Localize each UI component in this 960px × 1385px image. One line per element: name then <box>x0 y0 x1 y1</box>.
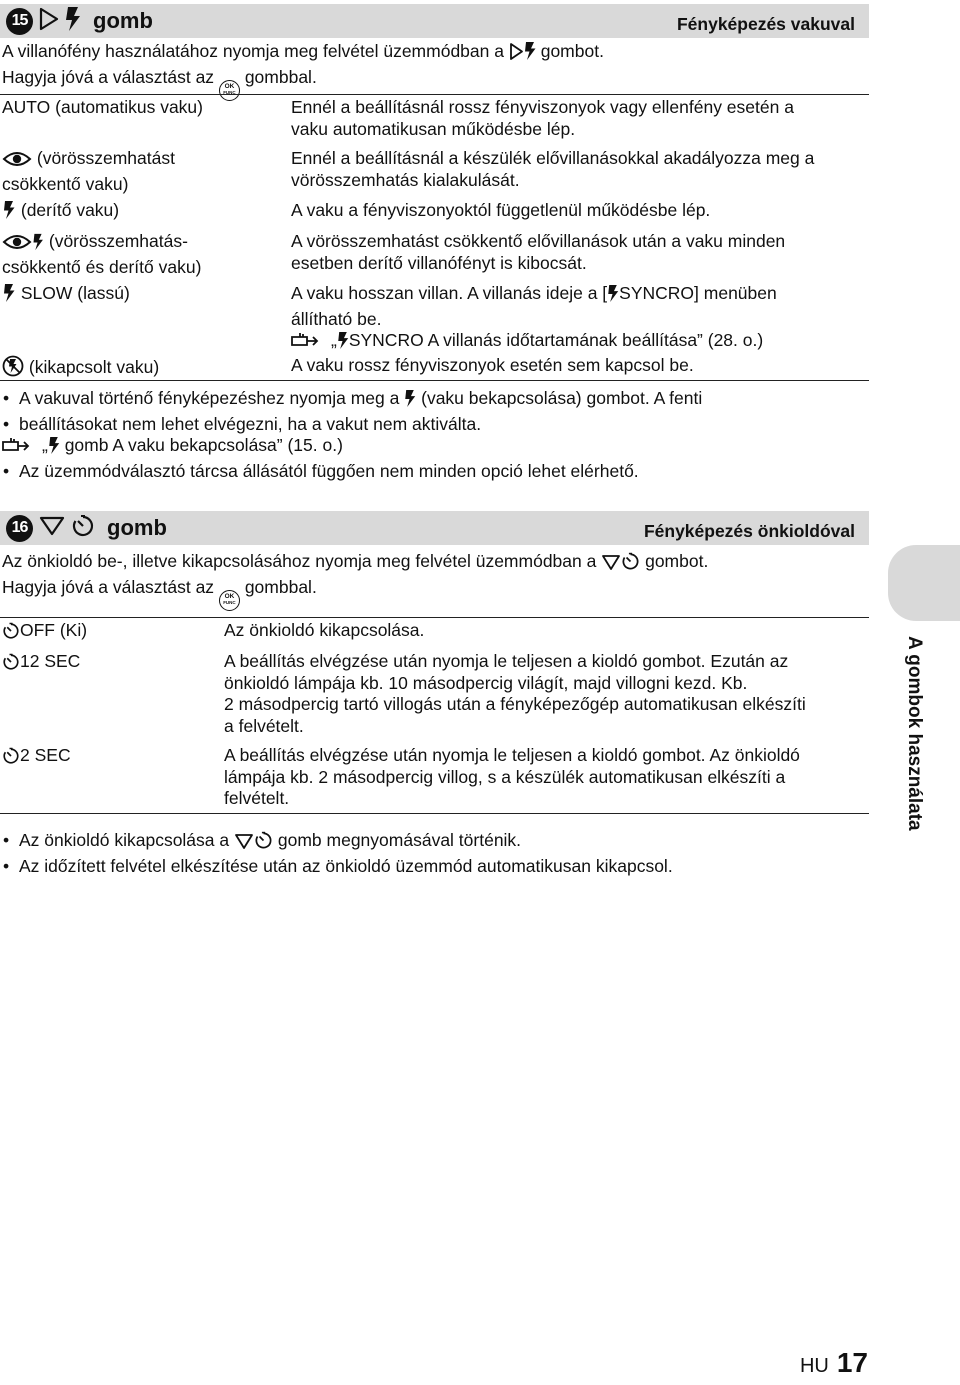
red-eye-icon <box>2 150 32 174</box>
red-eye-icon <box>2 233 32 257</box>
flash-icon <box>65 6 81 36</box>
timer-notes <box>2 830 868 877</box>
option-description: A beállítás elvégzése után nyomja le teljesen a kioldó gombot. Ezután az önkioldó lámpája kb. 10 másodpercig világít, majd villogni kezd. Kb. 2 másodpercig tartó villogás után a fényképezőgép automatikusan elkészíti a felvételt. <box>224 651 806 736</box>
reference-pointer-icon <box>291 332 319 356</box>
intro-text: gombbal. <box>244 66 317 87</box>
option-description: Ennél a beállításnál rossz fényviszonyok vagy ellenfény esetén a vaku automatikusan működésbe lép. <box>291 97 794 139</box>
intro-text: Az önkioldó be-, illetve kikapcsolásához nyomja meg felvétel üzemmódban a <box>2 551 597 571</box>
table-bottom-rule <box>0 380 869 381</box>
timer-intro <box>2 551 862 611</box>
section-number-badge: 15 <box>6 8 33 35</box>
option-label: (vörösszemhatás- csökkentő és derítő vaku) <box>2 231 202 277</box>
flash-icon <box>607 284 619 309</box>
section-title: gomb <box>93 8 153 34</box>
flash-notes <box>2 388 868 482</box>
option-label: (derítő vaku) <box>2 200 119 226</box>
intro-text: Hagyja jóvá a választást az <box>2 66 215 87</box>
intro-text: gombbal. <box>244 576 317 597</box>
table-top-rule <box>0 94 869 95</box>
option-label: 12 SEC <box>2 651 80 677</box>
self-timer-icon <box>2 622 20 646</box>
self-timer-icon <box>621 552 640 577</box>
option-description: Az önkioldó kikapcsolása. <box>224 620 425 640</box>
list-item: • Az önkioldó kikapcsolása a gomb megnyomásával történik. <box>2 830 868 856</box>
down-arrow-icon <box>39 515 65 541</box>
option-description: A vaku hosszan villan. A villanás ideje a [ SYNCRO] menüben állítható be. „ SYNCRO A villanás időtartamának beállítása” (28. o.) <box>291 283 867 356</box>
flash-icon <box>337 331 349 356</box>
right-arrow-icon <box>39 7 59 35</box>
intro-text: Hagyja jóvá a választást az <box>2 576 215 597</box>
self-timer-icon <box>254 831 273 856</box>
option-label: (vörösszemhatást csökkentő vaku) <box>2 148 175 194</box>
timer-section-header <box>0 511 869 545</box>
ok-func-icon: OK FUNC <box>219 80 240 101</box>
flash-icon <box>524 41 536 67</box>
option-description: A vaku rossz fényviszonyok esetén sem kapcsol be. <box>291 355 694 375</box>
option-label: 2 SEC <box>2 745 71 771</box>
flash-off-icon <box>2 355 24 383</box>
intro-text: gombot. <box>645 551 709 571</box>
option-label: AUTO (automatikus vaku) <box>2 97 203 117</box>
table-top-rule <box>0 617 869 618</box>
table-bottom-rule <box>0 813 869 814</box>
option-label: OFF (Ki) <box>2 620 87 646</box>
flash-icon <box>48 436 60 461</box>
self-timer-icon <box>2 747 20 771</box>
intro-text: A villanófény használatához nyomja meg felvétel üzemmódban a <box>2 41 504 61</box>
reference-line: „ gomb A vaku bekapcsolása” (15. o.) <box>2 435 868 461</box>
page-number <box>799 1347 868 1378</box>
flash-icon <box>2 283 16 309</box>
list-item: • Az időzített felvétel elkészítése után az önkioldó üzemmód automatikusan kikapcsol. <box>2 856 868 878</box>
flash-icon <box>2 200 16 226</box>
section-subtitle: Fényképezés vakuval <box>676 14 855 34</box>
option-description: A vörösszemhatást csökkentő elővillanások után a vaku minden esetben derítő villanófényt is kibocsát. <box>291 231 786 273</box>
option-label: SLOW (lassú) <box>2 283 130 309</box>
reference-pointer-icon <box>2 437 30 461</box>
self-timer-icon <box>2 653 20 677</box>
right-arrow-icon <box>509 42 524 67</box>
option-description: Ennél a beállításnál a készülék elővillanásokkal akadályozza meg a vörösszemhatás kialakulását. <box>291 148 815 190</box>
chapter-tab-label: A gombok használata <box>904 636 925 831</box>
down-arrow-icon <box>601 554 621 577</box>
chapter-tab <box>888 545 960 621</box>
self-timer-icon <box>71 514 95 542</box>
section-title: gomb <box>107 515 167 541</box>
flash-intro <box>2 41 862 101</box>
flash-icon <box>404 389 416 414</box>
option-description: A vaku a fényviszonyoktól függetlenül működésbe lép. <box>291 200 711 220</box>
flash-section-header <box>0 4 869 38</box>
page-number-value: 17 <box>836 1347 868 1378</box>
list-item: • A vakuval történő fényképezéshez nyomja meg a (vaku bekapcsolása) gombot. A fenti <box>2 388 868 414</box>
ok-func-icon: OK FUNC <box>219 590 240 611</box>
option-label: (kikapcsolt vaku) <box>2 355 159 383</box>
list-item-continuation: • beállításokat nem lehet elvégezni, ha a vakut nem aktiválta. <box>2 414 868 436</box>
down-arrow-icon <box>234 833 254 856</box>
option-description: A beállítás elvégzése után nyomja le teljesen a kioldó gombot. Az önkioldó lámpája kb. 2 másodpercig villog, s a készülék automatikusan elkészíti a felvételt. <box>224 745 800 808</box>
list-item: • Az üzemmódválasztó tárcsa állásától függően nem minden opció lehet elérhető. <box>2 461 868 483</box>
section-subtitle: Fényképezés önkioldóval <box>643 521 855 541</box>
flash-icon <box>32 233 44 257</box>
language-code: HU <box>799 1355 829 1377</box>
section-number-badge: 16 <box>6 515 33 542</box>
intro-text: gombot. <box>540 41 604 61</box>
